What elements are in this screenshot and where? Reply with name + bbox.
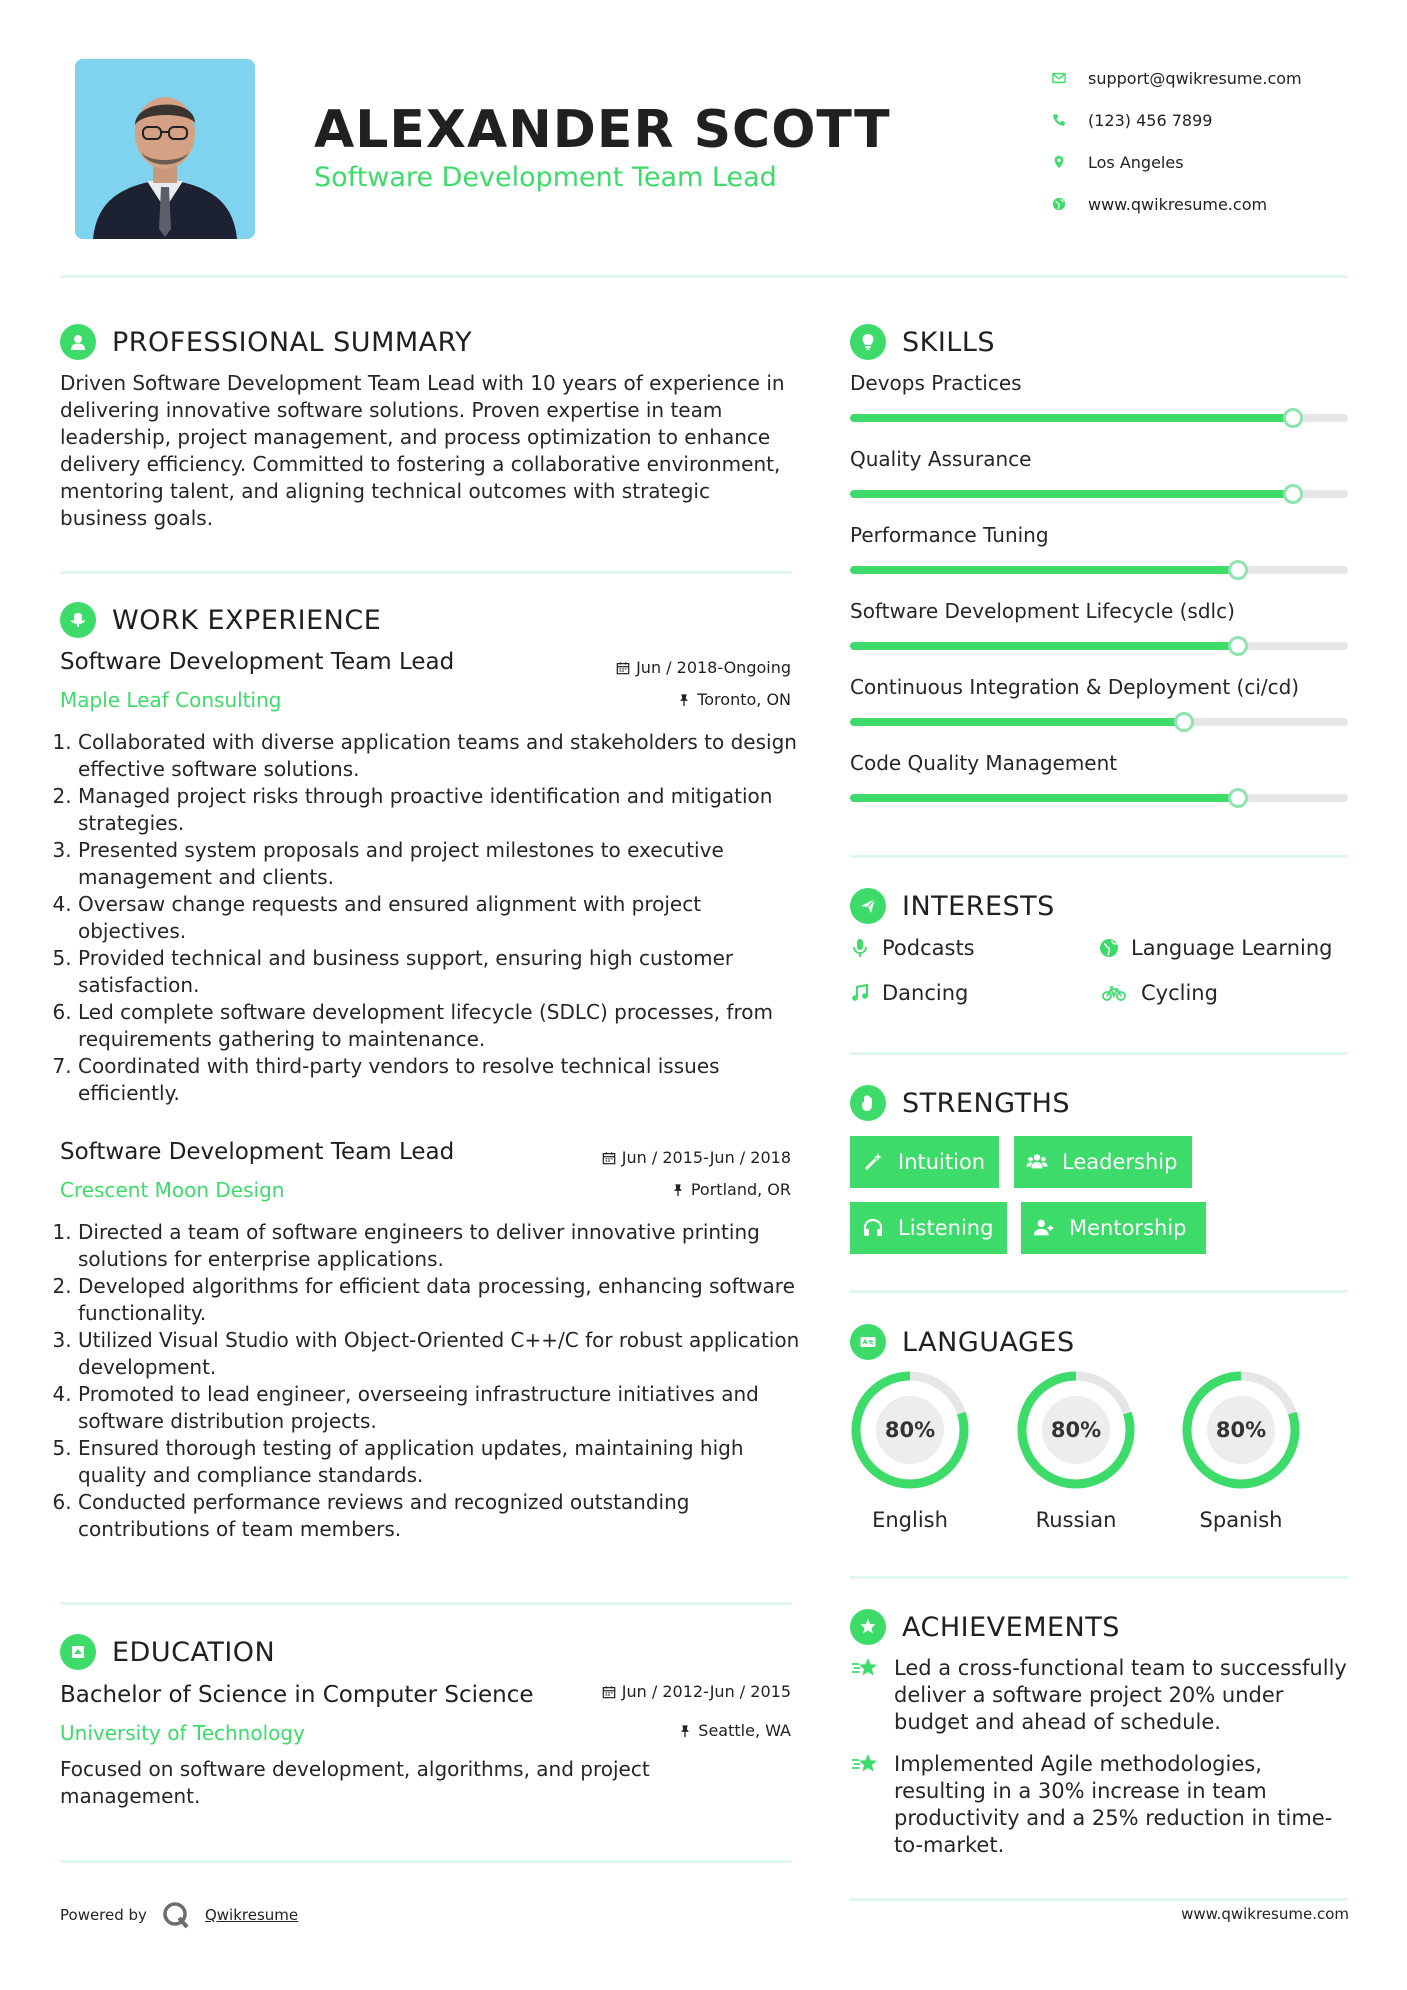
skill-name: Code Quality Management: [850, 751, 1118, 775]
skill-name: Continuous Integration & Deployment (ci/cd): [850, 675, 1300, 699]
star-icon: [850, 1655, 880, 1683]
summary-divider: [60, 571, 792, 574]
education-heading-text: EDUCATION: [112, 1636, 276, 1668]
interest-language-learning: [1099, 936, 1332, 960]
job-1-location: [677, 690, 791, 709]
skill-bar-fill: [850, 490, 1293, 498]
interest-label: Language Learning: [1131, 936, 1333, 960]
languages-heading: [850, 1322, 1075, 1362]
work-heading: [60, 600, 381, 640]
language-percent: 80%: [1050, 1418, 1102, 1442]
job-1-dates: [616, 658, 791, 677]
pushpin-icon: [671, 1183, 685, 1197]
skill-level-knob: [1228, 788, 1248, 808]
duty-item: 5. Provided technical and business support, ensuring high customer satisfaction.: [78, 945, 800, 999]
skill-bar-fill: [850, 794, 1238, 802]
achievements-divider: [850, 1898, 1348, 1901]
contact-website[interactable]: [1052, 183, 1352, 225]
job-2-title: Software Development Team Lead: [60, 1139, 455, 1165]
contact-block: [1052, 57, 1352, 225]
strength-label: Intuition: [898, 1150, 986, 1174]
skill-bar: [850, 566, 1348, 574]
interest-label: Cycling: [1141, 981, 1218, 1005]
skill-bar-fill: [850, 566, 1238, 574]
interest-label: Dancing: [882, 981, 969, 1005]
work-divider: [60, 1602, 792, 1605]
job-2-dates-text: Jun / 2015-Jun / 2018: [621, 1148, 791, 1167]
skill-name: Devops Practices: [850, 371, 1022, 395]
users-icon: [1026, 1151, 1048, 1173]
skill-bar-fill: [850, 642, 1238, 650]
job-2-company: Crescent Moon Design: [60, 1178, 285, 1202]
job-2-duties: [60, 1219, 800, 1543]
education-school: University of Technology: [60, 1721, 305, 1745]
paper-plane-icon: [850, 888, 886, 924]
magic-wand-icon: [862, 1151, 884, 1173]
hand-icon: [850, 1085, 886, 1121]
strength-mentorship: [1021, 1202, 1206, 1254]
education-dates-text: Jun / 2012-Jun / 2015: [621, 1682, 791, 1701]
skill-name: Quality Assurance: [850, 447, 1032, 471]
duty-item: 6. Led complete software development lifecycle (SDLC) processes, from requirements gathering to maintenance.: [78, 999, 800, 1053]
duty-item: 2. Developed algorithms for efficient data processing, enhancing software functionality.: [78, 1273, 800, 1327]
candidate-title: Software Development Team Lead: [314, 162, 777, 193]
work-heading-text: WORK EXPERIENCE: [112, 604, 382, 636]
strength-intuition: [850, 1136, 999, 1188]
summary-text: Driven Software Development Team Lead with 10 years of experience in delivering innovative software solutions. Proven expertise in team leadership, project management, and process optimization to enhance delivery efficiency. Committed to fostering a collaborative environment, mentoring talent, and aligning technical outcomes with strategic business goals.: [60, 371, 785, 530]
pushpin-icon: [677, 693, 691, 707]
user-plus-icon: [1033, 1217, 1055, 1239]
skill-bar-fill: [850, 414, 1293, 422]
duty-item: 4. Promoted to lead engineer, overseeing infrastructure initiatives and software distribution projects.: [78, 1381, 800, 1435]
interests-divider: [850, 1052, 1348, 1055]
education-heading: [60, 1632, 275, 1672]
interest-label: Podcasts: [882, 936, 975, 960]
music-icon: [850, 983, 870, 1003]
job-1-duties: [60, 729, 800, 1107]
job-2-location-text: Portland, OR: [690, 1180, 791, 1199]
star-badge-icon: [850, 1609, 886, 1645]
phone-icon: [1052, 113, 1088, 127]
contact-phone[interactable]: [1052, 99, 1352, 141]
skill-bar: [850, 794, 1348, 802]
skill-bar: [850, 414, 1348, 422]
globe-icon: [1099, 938, 1119, 958]
duty-item: 2. Managed project risks through proactive identification and mitigation strategies.: [78, 783, 800, 837]
user-icon: [60, 324, 96, 360]
skill-level-knob: [1228, 560, 1248, 580]
powered-by-text: Powered by: [60, 1906, 147, 1924]
job-1-dates-text: Jun / 2018-Ongoing: [636, 658, 791, 677]
job-2-dates: [602, 1148, 791, 1167]
pushpin-icon: [678, 1724, 692, 1738]
achievements-heading-text: ACHIEVEMENTS: [902, 1611, 1120, 1643]
education-degree: Bachelor of Science in Computer Science: [60, 1682, 534, 1708]
education-location-text: Seattle, WA: [698, 1721, 791, 1740]
duty-item: 3. Utilized Visual Studio with Object-Oriented C++/C for robust application development.: [78, 1327, 800, 1381]
contact-phone-text: (123) 456 7899: [1088, 110, 1213, 130]
skill-bar-fill: [850, 718, 1184, 726]
strengths-divider: [850, 1290, 1348, 1293]
strength-leadership: [1014, 1136, 1192, 1188]
language-name: English: [872, 1508, 948, 1532]
interests-heading: [850, 886, 1055, 926]
skill-bar: [850, 490, 1348, 498]
education-location: [678, 1721, 791, 1740]
language-percent: 80%: [1215, 1418, 1267, 1442]
summary-heading: [60, 322, 472, 362]
skill-name: Performance Tuning: [850, 523, 1049, 547]
skill-level-knob: [1228, 636, 1248, 656]
skill-name: Software Development Lifecycle (sdlc): [850, 599, 1235, 623]
achievements-heading: [850, 1607, 1120, 1647]
strengths-heading-text: STRENGTHS: [902, 1087, 1071, 1119]
graduation-icon: [60, 1634, 96, 1670]
achievement-item: [850, 1655, 1348, 1736]
job-1-title: Software Development Team Lead: [60, 649, 455, 675]
duty-item: 1. Collaborated with diverse application teams and stakeholders to design effective software solutions.: [78, 729, 800, 783]
job-2-location: [671, 1180, 791, 1199]
interest-podcasts: [850, 936, 975, 960]
job-1-location-text: Toronto, ON: [697, 690, 791, 709]
duty-item: 4. Oversaw change requests and ensured alignment with project objectives.: [78, 891, 800, 945]
strength-label: Leadership: [1062, 1150, 1178, 1174]
duty-item: 7. Coordinated with third-party vendors to resolve technical issues efficiently.: [78, 1053, 800, 1107]
lightbulb-icon: [850, 324, 886, 360]
skill-bar: [850, 642, 1348, 650]
qwikresume-logo-icon: [161, 1900, 191, 1930]
profile-photo: [75, 59, 255, 239]
language-name: Spanish: [1199, 1508, 1283, 1532]
contact-email[interactable]: [1052, 57, 1352, 99]
duty-item: 6. Conducted performance reviews and recognized outstanding contributions of team members.: [78, 1489, 800, 1543]
headphones-icon: [862, 1217, 884, 1239]
contact-location: [1052, 141, 1352, 183]
globe-icon: [1052, 197, 1088, 211]
summary-heading-text: PROFESSIONAL SUMMARY: [112, 326, 473, 358]
skill-level-knob: [1174, 712, 1194, 732]
interest-dancing: [850, 981, 968, 1005]
language-item: [1014, 1368, 1138, 1532]
contact-location-text: Los Angeles: [1088, 152, 1184, 172]
skill-level-knob: [1283, 484, 1303, 504]
contact-website-text: www.qwikresume.com: [1088, 194, 1268, 214]
skills-divider: [850, 855, 1348, 858]
language-item: [1179, 1368, 1303, 1532]
achievement-text: Led a cross-functional team to successfully deliver a software project 20% under budget and ahead of schedule.: [894, 1656, 1347, 1734]
languages-heading-text: LANGUAGES: [902, 1326, 1075, 1358]
footer-powered-by: [60, 1900, 298, 1930]
languages-divider: [850, 1576, 1348, 1579]
contact-email-text: support@qwikresume.com: [1088, 68, 1302, 88]
calendar-icon: [602, 1151, 616, 1165]
education-description: Focused on software development, algorithms, and project management.: [60, 1757, 650, 1808]
header-divider: [60, 275, 1348, 278]
bicycle-icon: [1099, 983, 1129, 1003]
calendar-icon: [602, 1685, 616, 1699]
calendar-icon: [616, 661, 630, 675]
achievement-item: [850, 1751, 1348, 1859]
language-icon: [850, 1324, 886, 1360]
job-1-company: Maple Leaf Consulting: [60, 688, 282, 712]
envelope-icon: [1052, 71, 1088, 85]
skills-heading-text: SKILLS: [902, 326, 996, 358]
duty-item: 5. Ensured thorough testing of application updates, maintaining high quality and compliance standards.: [78, 1435, 800, 1489]
strength-label: Listening: [898, 1216, 994, 1240]
strength-label: Mentorship: [1069, 1216, 1187, 1240]
education-dates: [602, 1682, 791, 1701]
star-icon: [850, 1751, 880, 1779]
achievement-text: Implemented Agile methodologies, resulting in a 30% increase in team productivity and a 25% reduction in time-to-market.: [894, 1752, 1333, 1857]
candidate-name: ALEXANDER SCOTT: [314, 100, 891, 160]
skills-heading: [850, 322, 995, 362]
strength-listening: [850, 1202, 1007, 1254]
microphone-icon: [850, 938, 870, 958]
interest-cycling: [1099, 981, 1218, 1005]
skill-bar: [850, 718, 1348, 726]
skill-level-knob: [1283, 408, 1303, 428]
interests-heading-text: INTERESTS: [902, 890, 1055, 922]
language-item: [848, 1368, 972, 1532]
briefcase-icon: [60, 602, 96, 638]
language-name: Russian: [1035, 1508, 1117, 1532]
duty-item: 1. Directed a team of software engineers to deliver innovative printing solutions for enterprise applications.: [78, 1219, 800, 1273]
map-pin-icon: [1052, 155, 1088, 169]
duty-item: 3. Presented system proposals and project milestones to executive management and clients.: [78, 837, 800, 891]
brand-link[interactable]: Qwikresume: [204, 1906, 299, 1924]
education-divider: [60, 1860, 792, 1863]
strengths-heading: [850, 1083, 1070, 1123]
footer-website[interactable]: www.qwikresume.com: [1181, 1905, 1349, 1923]
language-percent: 80%: [884, 1418, 936, 1442]
